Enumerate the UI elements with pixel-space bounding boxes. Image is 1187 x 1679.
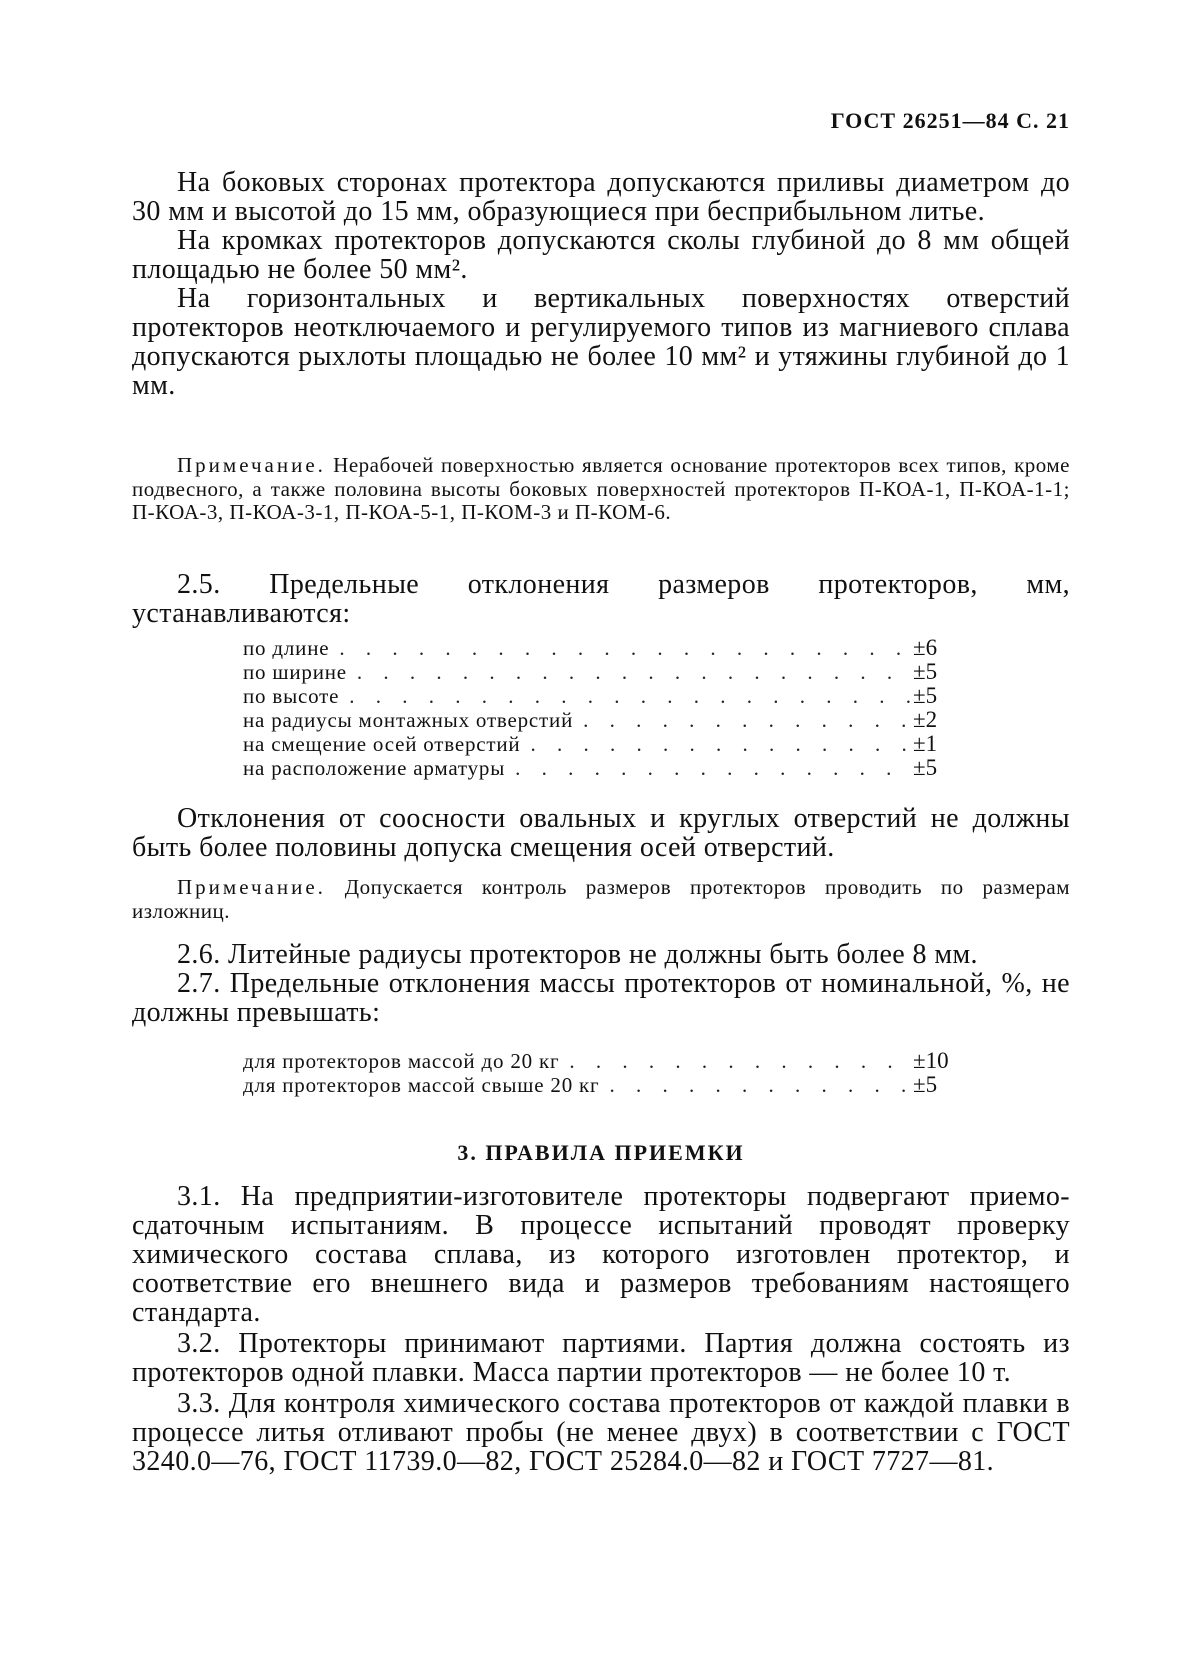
tolerance-label: на расположение арматуры — [243, 756, 506, 780]
clause-2-5-text: 2.5. Предельные отклонения размеров протекторов, мм, устанавливаются: — [132, 569, 1070, 629]
mass-tolerance-value: ±5 — [913, 1072, 938, 1097]
tolerance-row — [243, 684, 961, 708]
tolerance-label: по длине — [243, 636, 330, 660]
tolerance-row — [243, 756, 961, 780]
mass-tolerance-row — [243, 1049, 961, 1073]
tolerance-label: по ширине — [243, 660, 347, 684]
tolerance-value: ±5 — [913, 683, 938, 708]
page-header: ГОСТ 26251—84 С. 21 — [830, 108, 1070, 133]
tolerance-row — [243, 660, 961, 684]
tolerance-label: на радиусы монтажных отверстий — [243, 708, 574, 732]
tolerance-value: ±1 — [913, 731, 938, 756]
clause-2-5 — [132, 570, 1070, 628]
intro-block — [132, 168, 1070, 400]
tolerance-value: ±6 — [913, 635, 938, 660]
tolerance-value: ±2 — [913, 707, 938, 732]
tolerance-label: по высоте — [243, 684, 340, 708]
mass-tolerance-value: ±10 — [913, 1048, 949, 1073]
note-1-text: Нерабочей поверхностью является основание протекторов всех типов, кроме подвесного, а также половина высоты боковых поверхностей протекторов П-КОА-1, П-КОА-1-1; П-КОА-3, П-КОА-3-1, П-КОА-5-1, П-КОМ-3 и П-КОМ-6. — [132, 453, 1071, 524]
section-3-heading — [132, 1140, 1070, 1166]
note-2-label: Примечание. — [177, 875, 326, 899]
dot-leader — [339, 684, 913, 708]
tolerance-value: ±5 — [913, 659, 938, 684]
dot-leader — [520, 732, 913, 756]
note-1 — [132, 454, 1070, 525]
tolerance-row — [243, 636, 961, 660]
clause-3-1-text: 3.1. На предприятии-изготовителе протекторы подвергают приемо-сдаточным испытаниям. В процессе испытаний проводят проверку химического состава сплава, из которого изготовлен протектор, и соответствие его внешнего вида и размеров требованиям настоящего стандарта. — [132, 1181, 1070, 1328]
section-title: 3. ПРАВИЛА ПРИЕМКИ — [457, 1140, 745, 1165]
coaxial-text: Отклонения от соосности овальных и круглых отверстий не должны быть более половины допуска смещения осей отверстий. — [132, 803, 1070, 863]
clause-2-7-text: 2.7. Предельные отклонения массы протекторов от номинальной, %, не должны превышать: — [132, 968, 1070, 1028]
mass-tolerance-label: для протекторов массой свыше 20 кг — [243, 1073, 600, 1097]
tolerance-row — [243, 732, 961, 756]
dot-leader — [559, 1049, 913, 1073]
tolerance-row — [243, 708, 961, 732]
clauses-2-6-2-7 — [132, 940, 1070, 1027]
paragraph-porosity: На горизонтальных и вертикальных поверхностях отверстий протекторов неотключаемого и регулируемого типов из магниевого сплава допускаются рыхлоты площадью не более 10 мм² и утяжины глубиной до 1 мм. — [132, 283, 1070, 401]
note-1-label: Примечание. — [177, 453, 326, 477]
dot-leader — [599, 1073, 913, 1097]
mass-tolerance-list — [243, 1049, 961, 1097]
dot-leader — [329, 636, 913, 660]
coaxial-block — [132, 804, 1070, 862]
paragraph-edge-chips: На кромках протекторов допускаются сколы глубиной до 8 мм общей площадью не более 50 мм². — [132, 225, 1070, 285]
paragraph-side-lugs: На боковых сторонах протектора допускаются приливы диаметром до 30 мм и высотой до 15 мм, образующиеся при бесприбыльном литье. — [132, 167, 1070, 227]
note-2-text: Допускается контроль размеров протекторов проводить по размерам изложниц. — [132, 875, 1070, 923]
mass-tolerance-row — [243, 1073, 961, 1097]
mass-tolerance-label: для протекторов массой до 20 кг — [243, 1049, 560, 1073]
dot-leader — [347, 660, 913, 684]
clause-3-3-text: 3.3. Для контроля химического состава протекторов от каждой плавки в процессе литья отливают пробы (не менее двух) в соответствии с ГОСТ 3240.0—76, ГОСТ 11739.0—82, ГОСТ 25284.0—82 и ГОСТ 7727—81. — [132, 1388, 1070, 1477]
size-tolerance-list — [243, 636, 961, 780]
note-2 — [132, 876, 1070, 923]
clause-2-6-text: 2.6. Литейные радиусы протекторов не должны быть более 8 мм. — [177, 939, 978, 970]
clause-3-2-text: 3.2. Протекторы принимают партиями. Партия должна состоять из протекторов одной плавки. Масса партии протекторов — не более 10 т. — [132, 1328, 1070, 1388]
dot-leader — [573, 708, 913, 732]
dot-leader — [505, 756, 913, 780]
tolerance-value: ±5 — [913, 755, 938, 780]
tolerance-label: на смещение осей отверстий — [243, 732, 521, 756]
section-3-body — [132, 1182, 1070, 1476]
